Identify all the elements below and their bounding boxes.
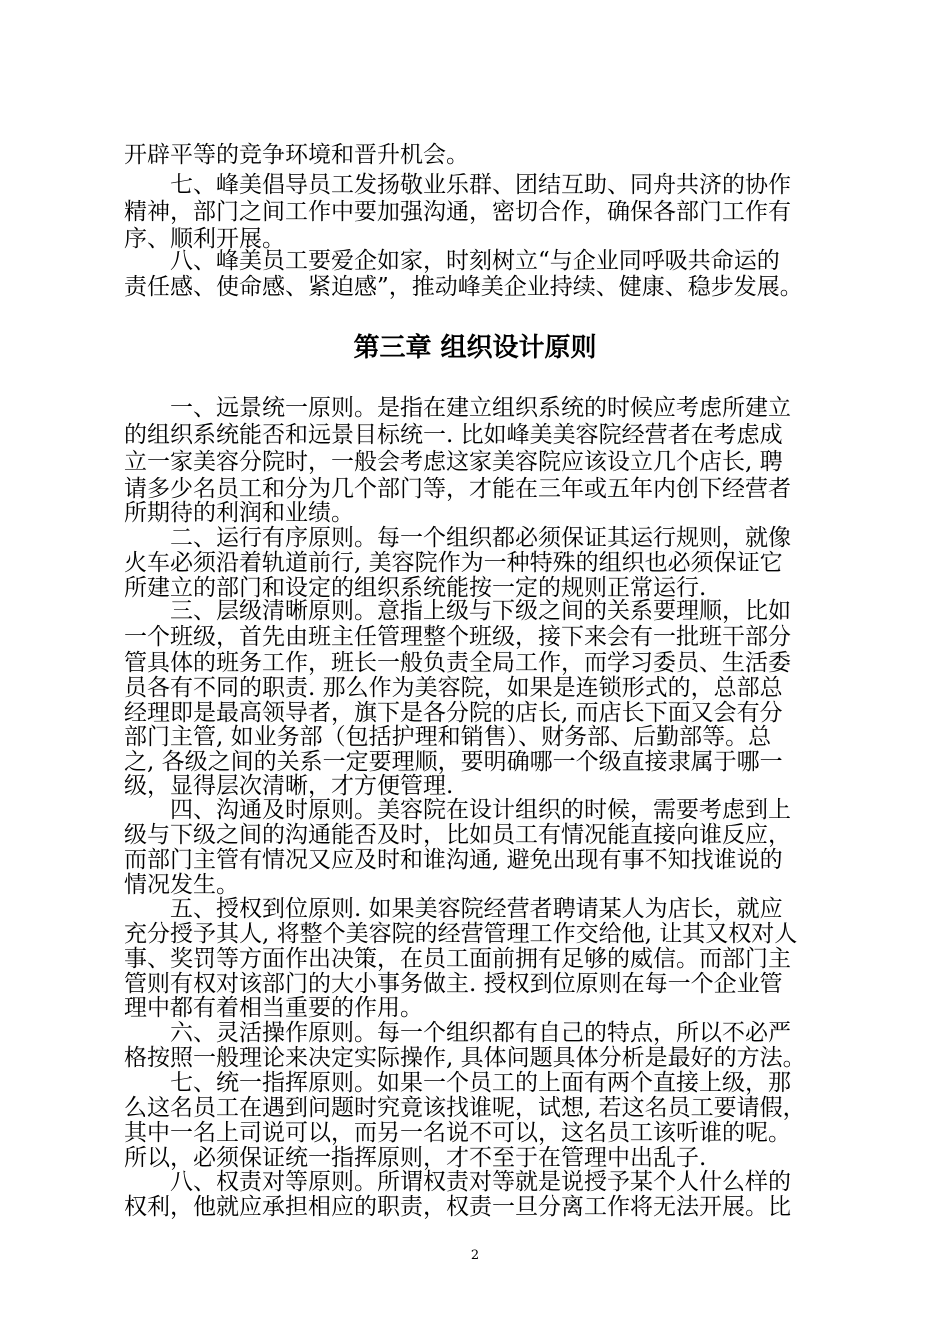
text-line: 精神，部门之间工作中要加强沟通，密切合作，确保各部门工作有 [124,199,791,225]
text-line: 格按照一般理论来决定实际操作, 具体问题具体分析是最好的方法。 [124,1045,806,1071]
text-line: 部门主管, 如业务部（包括护理和销售）、财务部、后勤部等。总 [124,724,772,750]
text-line: 一个班级，首先由班主任管理整个班级，接下来会有一批班干部分 [124,624,791,650]
text-line: 八、峰美员工要爱企如家，时刻树立“与企业同呼吸共命运的 [170,248,780,274]
text-line: 请多少名员工和分为几个部门等，才能在三年或五年内创下经营者 [124,476,791,502]
page-number: 2 [470,1248,480,1263]
text-line: 八、权责对等原则。所谓权责对等就是说授予某个人什么样的 [170,1169,791,1195]
text-line: 所期待的利润和业绩。 [124,500,354,526]
text-line: 级与下级之间的沟通能否及时，比如员工有情况能直接向谁反应， [124,822,791,848]
text-line: 级，显得层次清晰，才方便管理. [124,773,454,799]
text-line: 管具体的班务工作，班长一般负责全局工作，而学习委员、生活委 [124,650,791,676]
text-line: 理中都有着相当重要的作用。 [124,995,423,1021]
text-line: 六、灵活操作原则。每一个组织都有自己的特点，所以不必严 [170,1020,791,1046]
text-line: 事、奖罚等方面作出决策，在员工面前拥有足够的威信。而部门主 [124,946,791,972]
text-line: 而部门主管有情况又应及时和谁沟通, 避免出现有事不知找谁说的 [124,847,783,873]
text-line: 立一家美容分院时，一般会考虑这家美容院应该设立几个店长, 聘 [124,449,783,475]
text-line: 一、远景统一原则。是指在建立组织系统的时候应考虑所建立 [170,395,791,421]
text-line: 权利，他就应承担相应的职责，权责一旦分离工作将无法开展。比 [124,1194,791,1220]
text-line: 三、层级清晰原则。意指上级与下级之间的关系要理顺，比如 [170,598,791,624]
text-line: 情况发生。 [124,872,239,898]
text-line: 经理即是最高领导者，旗下是各分院的店长, 而店长下面又会有分 [124,700,783,726]
text-line: 充分授予其人, 将整个美容院的经营管理工作交给他, 让其又权对人 [124,921,798,947]
text-line: 管则有权对该部门的大小事务做主. 授权到位原则在每一个企业管 [124,971,783,997]
chapter-title: 第三章 组织设计原则 [353,333,597,363]
text-line: 开辟平等的竞争环境和晋升机会。 [124,142,469,168]
text-line: 责任感、使命感、紧迫感”，推动峰美企业持续、健康、稳步发展。 [124,274,803,300]
text-line: 员各有不同的职责. 那么作为美容院，如果是连锁形式的，总部总 [124,675,783,701]
text-line: 火车必须沿着轨道前行, 美容院作为一种特殊的组织也必须保证它 [124,550,783,576]
text-line: 的组织系统能否和远景目标统一. 比如峰美美容院经营者在考虑成 [124,422,783,448]
text-line: 七、统一指挥原则。如果一个员工的上面有两个直接上级，那 [170,1070,791,1096]
text-line: 二、运行有序原则。每一个组织都必须保证其运行规则，就像 [170,525,791,551]
text-line: 其中一名上司说可以，而另一名说不可以，这名员工该听谁的呢。 [124,1120,791,1146]
text-line: 之, 各级之间的关系一定要理顺，要明确哪一个级直接隶属于哪一 [124,749,783,775]
text-line: 七、峰美倡导员工发扬敬业乐群、团结互助、同舟共济的协作 [170,172,791,198]
text-line: 序、顺利开展。 [124,226,285,252]
text-line: 所以，必须保证统一指挥原则，才不至于在管理中出乱子. [124,1145,707,1171]
text-line: 四、沟通及时原则。美容院在设计组织的时候，需要考虑到上 [170,797,791,823]
text-line: 么这名员工在遇到问题时究竟该找谁呢，试想, 若这名员工要请假， [124,1095,806,1121]
text-line: 所建立的部门和设定的组织系统能按一定的规则正常运行. [124,575,707,601]
text-line: 五、授权到位原则. 如果美容院经营者聘请某人为店长，就应 [170,896,783,922]
